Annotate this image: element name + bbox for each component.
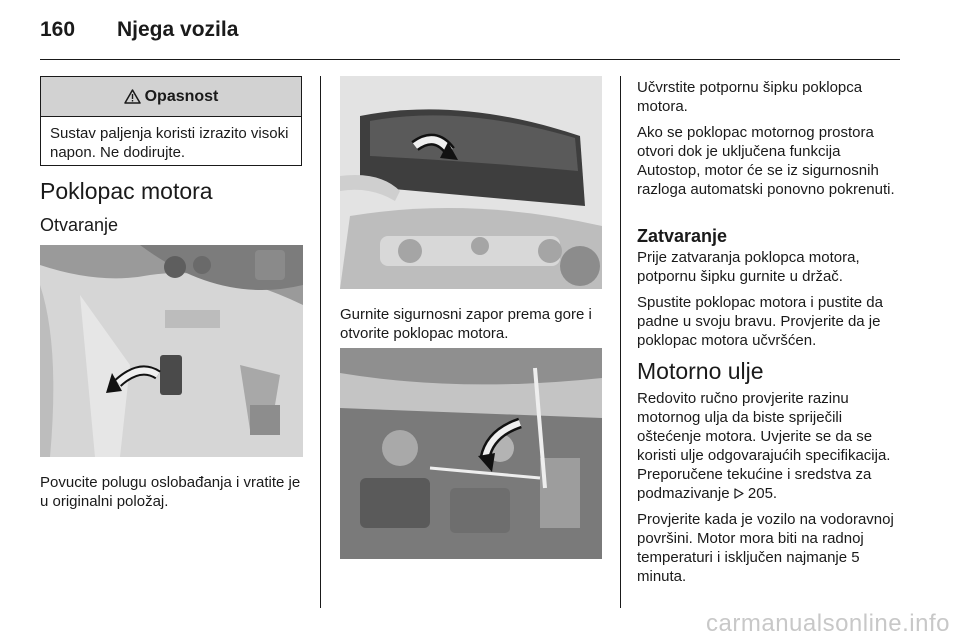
oil-paragraph-1-text: Redovito ručno provjerite razinu motornog ulja da biste spriječili oštećenje motora. Uvjerite se da se koristi ulje odgovarajućih specifikacija. Preporučene tekućine i sredstva za podmazivanje: [637, 390, 891, 502]
closing-paragraph-1: Prije zatvaranja poklopca motora, potpornu šipku gurnite u držač.: [637, 249, 860, 285]
safety-catch-caption: Gurnite sigurnosni zapor prema gore i otvorite poklopac motora.: [340, 306, 592, 342]
heading-engine-oil: Motorno ulje: [637, 358, 764, 384]
page-reference-arrow-icon: [734, 488, 744, 499]
support-rod-paragraph: Učvrstite potpornu šipku poklopca motora.: [637, 79, 863, 115]
column-divider-right: [620, 76, 621, 608]
column3-text-top: [637, 78, 902, 206]
danger-warning-box: [40, 76, 302, 166]
hood-release-lever-image: [40, 245, 303, 457]
column3-oil-text: [637, 389, 902, 593]
closing-paragraph-2: Spustite poklopac motora i pustite da padne u svoju bravu. Provjerite da je poklopac motora učvršćen.: [637, 294, 883, 349]
warning-text: Sustav paljenja koristi izrazito visoki napon. Ne dodirujte.: [50, 125, 289, 161]
hood-open-image: [340, 76, 602, 289]
oil-paragraph-2: Provjerite kada je vozilo na vodoravnoj površini. Motor mora biti na radnoj temperaturi i isključen najmanje 5 minuta.: [637, 511, 894, 585]
column3-closing-text: [637, 248, 902, 357]
warning-header: [41, 77, 301, 117]
warning-triangle-icon: [124, 89, 141, 104]
subheading-closing: Zatvaranje: [637, 226, 728, 246]
release-lever-caption: Povucite polugu oslobađanja i vratite je u originalni položaj.: [40, 474, 301, 510]
oil-reference-page-link[interactable]: 205.: [747, 485, 778, 502]
subheading-opening: Otvaranje: [40, 215, 119, 235]
section-title: Njega vozila: [117, 18, 239, 41]
support-rod-image: [340, 348, 602, 559]
autostop-paragraph: Ako se poklopac motornog prostora otvori dok je uključena funkcija Autostop, motor će se iz sigurnosnih razloga automatski ponovno pokrenuti.: [637, 124, 895, 198]
oil-paragraph-1: [637, 389, 902, 503]
heading-hood: Poklopac motora: [40, 178, 213, 204]
watermark: carmanualsonline.info: [706, 610, 950, 637]
warning-label: Opasnost: [144, 87, 219, 105]
page-number: 160: [40, 18, 76, 41]
header-divider: [40, 59, 900, 60]
column-divider-left: [320, 76, 321, 608]
